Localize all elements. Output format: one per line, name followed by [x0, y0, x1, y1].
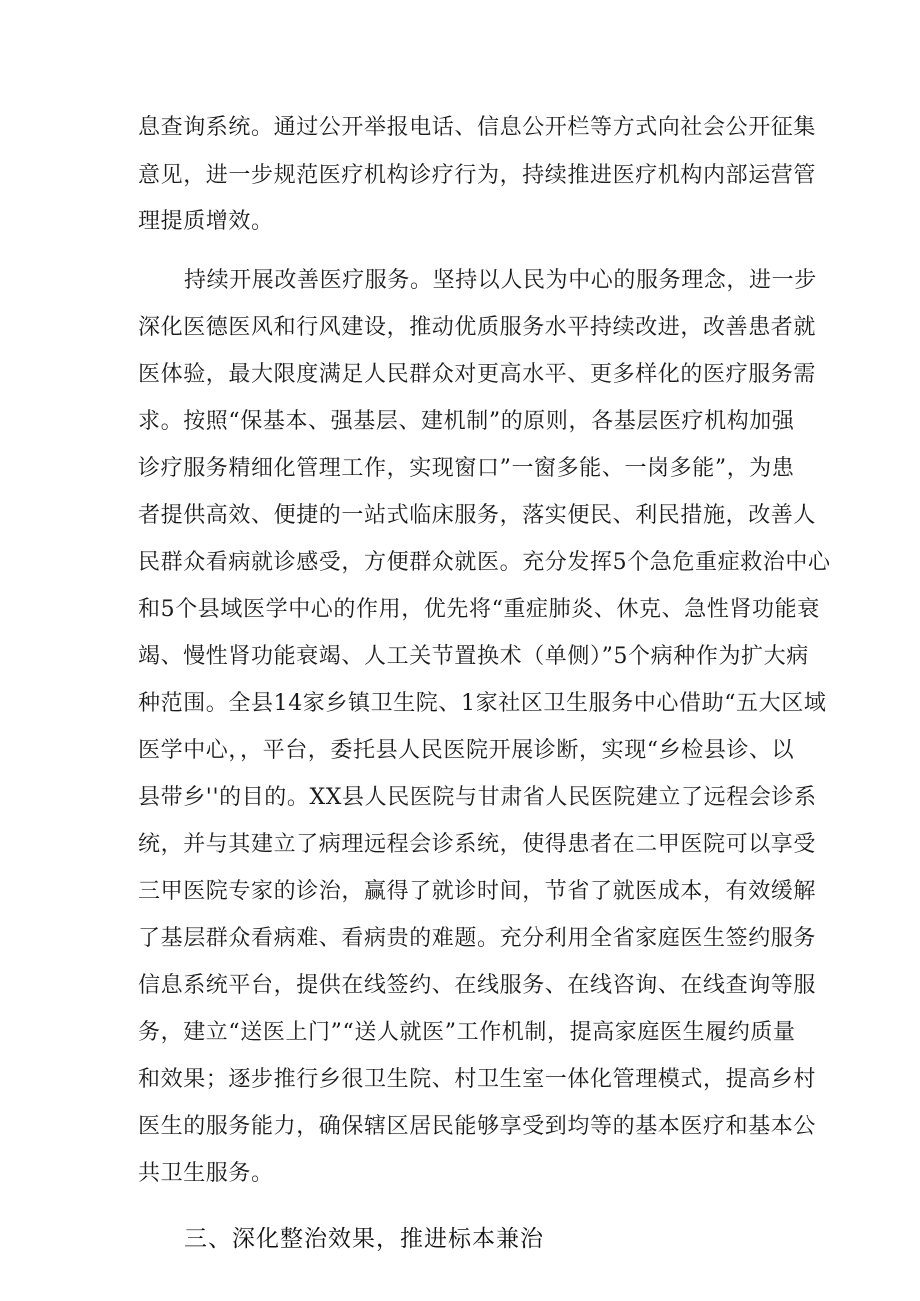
paragraph-line: 理提质增效。	[138, 209, 274, 234]
paragraph-line: 三甲医院专家的诊治，赢得了就诊时间，节省了就医成本，有效缓解	[138, 879, 817, 904]
paragraph-line: 了基层群众看病难、看病贵的难题。充分利用全省家庭医生签约服务	[138, 926, 817, 951]
paragraph-line: 持续开展改善医疗服务。坚持以人民为中心的服务理念，进一步	[184, 268, 817, 293]
paragraph-line: 者提供高效、便捷的一站式临床服务，落实便民、利民措施，改善人	[138, 503, 817, 528]
paragraph-line: 统，并与其建立了病理远程会诊系统，使得患者在二甲医院可以享受	[138, 832, 817, 857]
paragraph-line: 种范围。全县14家乡镇卫生院、1家社区卫生服务中心借助“五大区域	[138, 691, 827, 716]
paragraph-line: 和5个县域医学中心的作用，优先将“重症肺炎、休克、急性肾功能衰	[138, 597, 820, 622]
paragraph-line: 共卫生服务。	[138, 1161, 274, 1186]
paragraph-line: 医学中心，，平台，委托县人民医院开展诊断，实现“乡检县诊、以	[138, 738, 795, 763]
paragraph-line: 意见，进一步规范医疗机构诊疗行为，持续推进医疗机构内部运营管	[138, 163, 817, 188]
paragraph-line: 竭、慢性肾功能衰竭、人工关节置换术（单侧）”5个病种作为扩大病	[138, 644, 809, 669]
paragraph-line: 医体验，最大限度满足人民群众对更高水平、更多样化的医疗服务需	[138, 362, 817, 387]
paragraph-line: 深化医德医风和行风建设，推动优质服务水平持续改进，改善患者就	[138, 315, 817, 340]
paragraph-line: 信息系统平台，提供在线签约、在线服务、在线咨询、在线查询等服	[138, 973, 817, 998]
paragraph-line: 和效果；逐步推行乡很卫生院、村卫生室一体化管理模式，提高乡村	[138, 1067, 817, 1092]
paragraph-line: 息查询系统。通过公开举报电话、信息公开栏等方式向社会公开征集	[138, 115, 817, 140]
paragraph-line: 县带乡''的目的。XX县人民医院与甘肃省人民医院建立了远程会诊系	[138, 785, 817, 810]
section-heading: 三、深化整治效果，推进标本兼治	[184, 1226, 544, 1252]
paragraph-line: 医生的服务能力，确保辖区居民能够享受到均等的基本医疗和基本公	[138, 1114, 817, 1139]
paragraph-line: 求。按照“保基本、强基层、建机制”的原则，各基层医疗机构加强	[138, 409, 795, 434]
paragraph-line: 民群众看病就诊感受，方便群众就医。充分发挥5个急危重症救治中心	[138, 550, 831, 575]
paragraph-line: 务，建立“送医上门”“送人就医”工作机制，提高家庭医生履约质量	[138, 1020, 796, 1045]
paragraph-line: 诊疗服务精细化管理工作，实现窗口”一窗多能、一岗多能”，为患	[138, 456, 795, 481]
